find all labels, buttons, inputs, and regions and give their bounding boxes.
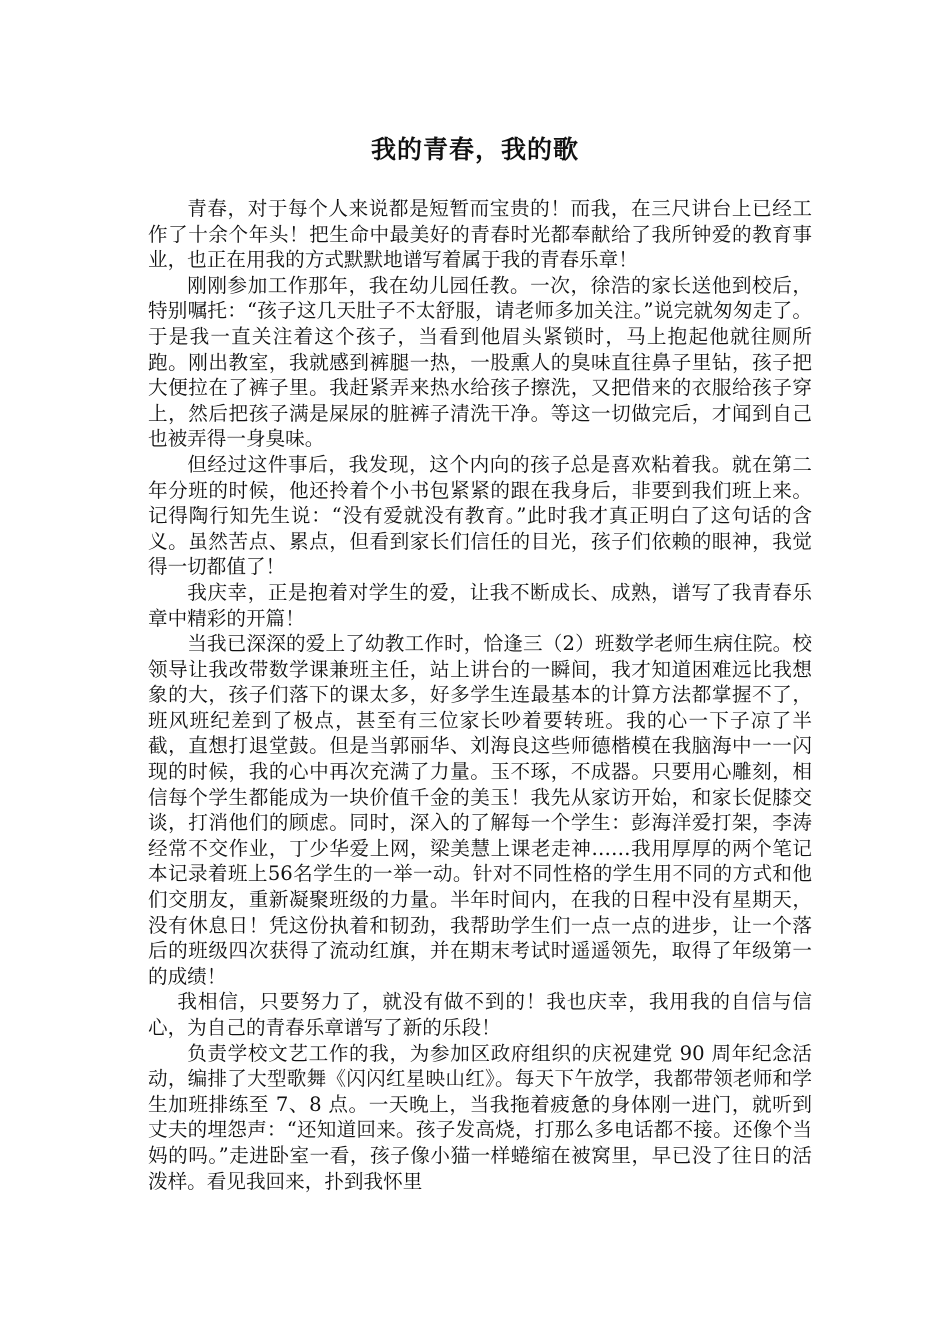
paragraph-2: 刚刚参加工作那年，我在幼儿园任教。一次，徐浩的家长送他到校后，特别嘱托：“孩子这几天肚子不太舒服，请老师多加关注。”说完就匆匆走了。于是我一直关注着这个孩子，当看到他眉头紧锁时，马上抱起他就往厕所跑。刚出教室，我就感到裤腿一热，一股熏人的臭味直往鼻子里钻，孩子把大便拉在了裤子里。我赶紧弄来热水给孩子擦洗，又把借来的衣服给孩子穿上，然后把孩子满是屎尿的脏裤子清洗干净。等这一切做完后，才闻到自己也被弄得一身臭味。 [148,273,812,451]
paragraph-1: 青春，对于每个人来说都是短暂而宝贵的！而我，在三尺讲台上已经工作了十余个年头！把生命中最美好的青春时光都奉献给了我所钟爱的教育事业，也正在用我的方式默默地谱写着属于我的青春乐章！ [148,197,812,272]
paragraph-3: 但经过这件事后，我发现，这个内向的孩子总是喜欢粘着我。就在第二年分班的时候，他还拎着个小书包紧紧的跟在我身后，非要到我们班上来。记得陶行知先生说：“没有爱就没有教育。”此时我才真正明白了这句话的含义。虽然苦点、累点，但看到家长们信任的目光，孩子们依赖的眼神，我觉得一切都值了！ [148,452,812,579]
paragraph-4: 我庆幸，正是抱着对学生的爱，让我不断成长、成熟，谱写了我青春乐章中精彩的开篇！ [148,580,812,630]
page-title: 我的青春，我的歌 [370,135,579,164]
paragraph-5: 当我已深深的爱上了幼教工作时，恰逢三（2）班数学老师生病住院。校领导让我改带数学课兼班主任，站上讲台的一瞬间，我才知道困难远比我想象的大，孩子们落下的课太多，好多学生连最基本的计算方法都掌握不了，班风班纪差到了极点，甚至有三位家长吵着要转班。我的心一下子凉了半截，直想打退堂鼓。但是当郭丽华、刘海良这些师德楷模在我脑海中一一闪现的时候，我的心中再次充满了力量。玉不琢，不成器。只要用心雕刻，相信每个学生都能成为一块价值千金的美玉！我先从家访开始，和家长促膝交谈，打消他们的顾虑。同时，深入的了解每一个学生：彭海洋爱打架，李涛经常不交作业，丁少华爱上网，梁美慧上课老走神……我用厚厚的两个笔记本记录着班上56名学生的一举一动。针对不同性格的学生用不同的方式和他们交朋友，重新凝聚班级的力量。半年时间内，在我的日程中没有星期天，没有休息日！凭这份执着和韧劲，我帮助学生们一点一点的进步，让一个落后的班级四次获得了流动红旗，并在期末考试时遥遥领先，取得了年级第一的成绩！ [148,632,812,988]
article-body [148,196,812,1194]
paragraph-7: 负责学校文艺工作的我，为参加区政府组织的庆祝建党 90 周年纪念活动，编排了大型歌舞《闪闪红星映山红》。每天下午放学，我都带领老师和学生加班排练至 7、8 点。一天晚上，当我拖着疲惫的身体刚一进门，就听到丈夫的埋怨声：“还知道回来。孩子发高烧，打那么多电话都不接。还像个当妈的吗。”走进卧室一看，孩子像小猫一样蜷缩在被窝里，早已没了往日的活泼样。看见我回来，扑到我怀里 [148,1041,812,1193]
paragraph-6: 我相信，只要努力了，就没有做不到的！我也庆幸，我用我的自信与信心，为自己的青春乐章谱写了新的乐段！ [148,990,812,1039]
